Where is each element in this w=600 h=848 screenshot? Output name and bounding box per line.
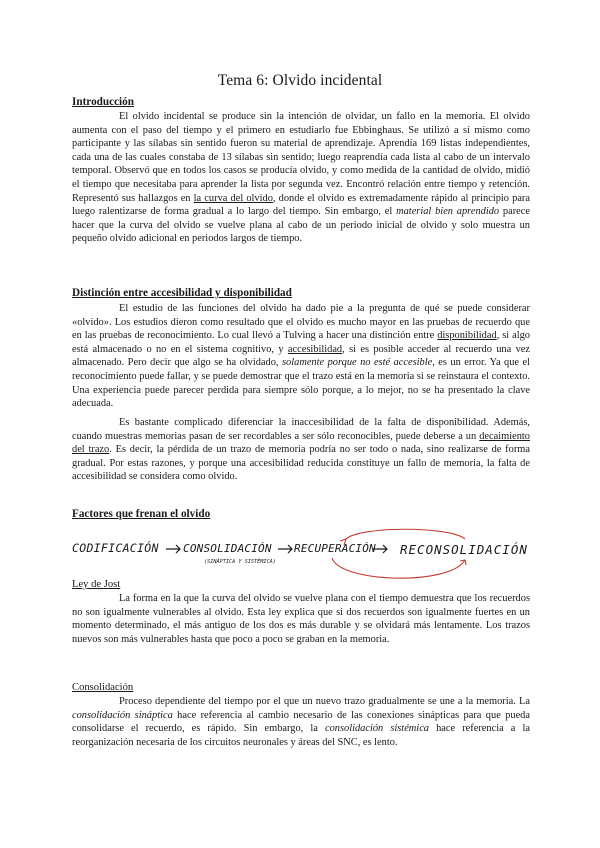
section-heading-introduccion: Introducción <box>72 96 134 108</box>
section-heading-factores: Factores que frenan el olvido <box>72 508 211 520</box>
underlined-term: accesibilidad <box>287 343 343 355</box>
page-title: Tema 6: Olvido incidental <box>217 72 383 89</box>
underlined-term: la curva del olvido <box>193 192 273 204</box>
text-span: . Es decir, la pérdida de un trazo de memoria podría no ser todo o nada, sino realizarse de forma gradual. Por estas razones, y porque una accesibilidad reducida constituye un fallo de memoria, la falta de accesibilidad se considera como olvido. <box>72 444 530 483</box>
access-paragraph-2 <box>72 416 530 484</box>
subheading-ley-de-jost: Ley de Jost <box>72 579 121 590</box>
arrow-icon <box>278 545 292 553</box>
text-span: Proceso dependiente del tiempo por el que un nuevo trazo gradualmente se une a la memoria. La <box>119 696 530 707</box>
step-consolidacion-note: (SINÁPTICA Y SISTÉMICA) <box>204 559 276 565</box>
access-paragraph-1 <box>72 302 530 411</box>
italic-term: solamente porque no esté accesible <box>282 357 433 369</box>
memory-process-diagram <box>70 528 540 586</box>
feedback-arrow-bottom <box>332 558 465 578</box>
italic-term: material bien aprendido <box>396 206 500 218</box>
text-span: La forma en la que la curva del olvido se vuelve plana con el tiempo demuestra que los recuerdos no son igualmente vulnerables al olvido. Esta ley explica que si dos recuerdos son igualmente fuertes en un momento determinado, el más antiguo de los dos es más durable y se olvidará más lentamente. Los trazos nuevos son más vulnerables hasta que poco a poco se graban en la memoria. <box>72 593 530 645</box>
text-span: , es un error. Ya que el reconocimiento puede fallar, y se puede demostrar que el trazo está en la memoria si se reinstaura el contexto. Una experiencia puede parecer perdida para siempre sólo porque, a lo mejor, no se ha presentado la clave adecuada. <box>72 357 531 410</box>
step-consolidacion: CONSOLIDACIÓN <box>183 542 272 555</box>
step-reconsolidacion: RECONSOLIDACIÓN <box>400 542 528 557</box>
arrow-icon <box>166 545 180 553</box>
text-span: parece hacer que la curva del olvido se vuelve plana al cabo de un periodo inicial de olvido y solo muestra un pequeño olvido adicional en periodos largos de tiempo. <box>72 206 531 245</box>
text-span: El olvido incidental se produce sin la intención de olvidar, un fallo en la memoria. El olvido aumenta con el paso del tiempo y el primero en estudiarlo fue Ebbinghaus. Se utilizó a sí mismo como participante y las sílabas sin sentido fueron su material de aprendizaje. Aprendía 169 listas independientes, cada una de las cuales constaba de 13 sílabas sin sentido; luego reaprendía cada lista al cabo de un intervalo temporal. Observó que en todos los casos se producía olvido, y como medida de la cantidad de olvido, midió el tiempo que necesitaba para aprender la lista por segunda vez. Encontró relación entre tiempo y retención. Representó sus hallazgos en <box>72 111 530 204</box>
consolidacion-paragraph <box>72 695 530 749</box>
text-span: , si es posible acceder al recuerdo una vez almacenado. Pero decir que algo se ha olvidado, <box>72 343 530 369</box>
text-span: , donde el olvido es extremadamente rápido al principio para luego ralentizarse de forma gradual a lo largo del tiempo. Sin embargo, el <box>72 192 531 218</box>
step-recuperacion: RECUPERACIÓN <box>294 542 376 555</box>
text-span: hace referencia al cambio necesario de las conexiones sinápticas para que pueda consolidarse el recuerdo, es rápido. Sin embargo, la <box>72 709 530 735</box>
section-heading-accesibilidad: Distinción entre accesibilidad y disponibilidad <box>72 287 292 299</box>
text-span: El estudio de las funciones del olvido ha dado pie a la pregunta de qué se puede considerar «olvido». Los estudios dieron como resultado que el olvido es mucho mayor en las pruebas de recuerdo que en las pruebas de reconocimiento. Lo cual llevó a Tulving a hacer una distinción entre <box>72 303 530 342</box>
italic-term: consolidación sináptica <box>72 709 173 721</box>
jost-paragraph <box>72 592 530 646</box>
text-span: Es bastante complicado diferenciar la inaccesibilidad de la falta de disponibilidad. Además, cuando muestras memorias pasan de ser recordables a ser sólo reconocibles, puede deberse a un <box>72 417 530 442</box>
underlined-term: disponibilidad <box>437 330 497 342</box>
intro-paragraph <box>72 110 530 246</box>
italic-term: consolidación sistémica <box>324 723 429 735</box>
text-span: hace referencia a la reorganización necesaria de los circuitos neuronales y áreas del SNC, es lento. <box>72 723 530 748</box>
step-codificacion: CODIFICACIÓN <box>72 541 159 555</box>
feedback-arrow-top <box>346 529 465 539</box>
underlined-term: decaimiento del trazo <box>72 430 530 456</box>
text-span: , si algo está almacenado o no en el sistema cognitivo, y <box>72 330 530 355</box>
subheading-consolidacion: Consolidación <box>72 682 134 693</box>
